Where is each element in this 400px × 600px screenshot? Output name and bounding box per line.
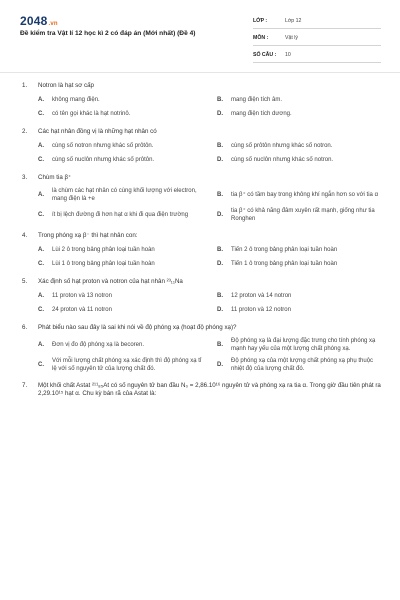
option-letter: D. — [217, 362, 223, 368]
option-text: Độ phóng xạ là đại lượng đặc trưng cho tính phóng xạ mạnh hay yếu của một lượng chất phóng xạ. — [231, 338, 376, 352]
exam-meta — [253, 14, 381, 65]
option-d[interactable] — [217, 207, 382, 223]
option-b[interactable] — [217, 141, 382, 151]
option-letter: D. — [217, 307, 223, 313]
option-b[interactable] — [217, 245, 382, 255]
question-number: 4. — [22, 232, 28, 239]
exam-title: Đề kiểm tra Vật lí 12 học kì 2 có đáp án (Mới nhất) (Đề 4) — [20, 30, 196, 37]
option-text: tia β⁺ có tầm bay trong không khí ngắn hơn so với tia α — [231, 192, 379, 198]
question-5 — [22, 278, 382, 315]
option-c[interactable] — [38, 357, 203, 373]
option-text: không mang điện. — [52, 97, 100, 103]
option-letter: C. — [38, 261, 44, 267]
question-text: Chùm tia β⁺ — [38, 174, 72, 181]
option-text: Tiến 1 ô trong bảng phân loại tuần hoàn — [231, 261, 338, 267]
meta-subject — [253, 31, 381, 46]
option-a[interactable] — [38, 187, 203, 203]
option-letter: A. — [38, 143, 44, 149]
option-letter: D. — [217, 157, 223, 163]
option-letter: A. — [38, 192, 44, 198]
question-1 — [22, 82, 382, 119]
option-a[interactable] — [38, 141, 203, 151]
option-d[interactable] — [217, 155, 382, 165]
option-letter: A. — [38, 247, 44, 253]
logo-suffix: .vn — [48, 21, 58, 27]
question-text: Xác định số hạt proton và notron của hạt nhân ²³₁₁Na — [38, 278, 183, 285]
question-list — [0, 82, 400, 407]
option-d[interactable] — [217, 109, 382, 119]
meta-class — [253, 14, 381, 29]
option-letter: C. — [38, 212, 44, 218]
option-d[interactable] — [217, 259, 382, 269]
option-text: cùng số nuclôn nhưng khác số notron. — [231, 157, 334, 163]
option-letter: B. — [217, 143, 223, 149]
question-text: Phát biểu nào sau đây là sai khi nói về độ phóng xạ (hoạt độ phóng xạ)? — [38, 324, 237, 331]
option-text: 11 proton và 13 notron — [52, 293, 112, 299]
option-text: cùng số nuclôn nhưng khác số prôtôn. — [52, 157, 155, 163]
option-letter: A. — [38, 97, 44, 103]
option-letter: B. — [217, 342, 223, 348]
meta-key: LỚP : — [253, 18, 268, 24]
option-text: Với mỗi lượng chất phóng xạ xác định thì độ phóng xạ tỉ lệ với số nguyên tử của lượng chất đó. — [52, 358, 202, 372]
question-text: Các hạt nhân đồng vị là những hạt nhân có — [38, 128, 157, 135]
option-letter: A. — [38, 293, 44, 299]
option-text: Độ phóng xạ của một lượng chất phóng xạ phụ thuộc nhiệt độ của lượng chất đó. — [231, 358, 374, 372]
option-letter: C. — [38, 362, 44, 368]
option-text: có tên gọi khác là hạt notrinô. — [52, 111, 131, 117]
option-letter: D. — [217, 261, 223, 267]
option-letter: C. — [38, 307, 44, 313]
option-text: cùng số notron nhưng khác số prôtôn. — [52, 143, 154, 149]
option-letter: B. — [217, 97, 223, 103]
option-b[interactable] — [217, 187, 382, 203]
option-c[interactable] — [38, 155, 203, 165]
exam-header — [0, 0, 400, 70]
question-7 — [22, 382, 382, 398]
option-text: Lùi 2 ô trong bảng phân loại tuần hoàn — [52, 247, 155, 253]
logo-text: 2048 — [20, 14, 48, 28]
option-b[interactable] — [217, 95, 382, 105]
option-b[interactable] — [217, 337, 382, 353]
question-text: Trong phóng xạ β⁻ thì hạt nhân con: — [38, 232, 138, 239]
meta-count — [253, 48, 381, 63]
option-text: 24 proton và 11 notron — [52, 307, 112, 313]
option-text: mang điện tích âm. — [231, 97, 283, 103]
option-letter: B. — [217, 293, 223, 299]
meta-value: 10 — [285, 52, 291, 58]
question-3 — [22, 174, 382, 223]
question-number: 5. — [22, 278, 28, 285]
option-c[interactable] — [38, 259, 203, 269]
question-4 — [22, 232, 382, 269]
option-text: mang điện tích dương. — [231, 111, 292, 117]
meta-key: SỐ CÂU : — [253, 52, 277, 58]
option-letter: D. — [217, 111, 223, 117]
option-c[interactable] — [38, 109, 203, 119]
option-letter: B. — [217, 247, 223, 253]
meta-key: MÔN : — [253, 35, 269, 41]
option-letter: C. — [38, 111, 44, 117]
option-text: 11 proton và 12 notron — [231, 307, 291, 313]
option-text: Lùi 1 ô trong bảng phân loại tuần hoàn — [52, 261, 155, 267]
question-number: 6. — [22, 324, 28, 331]
site-logo[interactable] — [20, 14, 58, 28]
option-c[interactable] — [38, 305, 203, 315]
question-text: Notron là hạt sơ cấp — [38, 82, 94, 89]
option-letter: D. — [217, 212, 223, 218]
question-number: 2. — [22, 128, 28, 135]
meta-value: Vật lý — [285, 35, 298, 41]
option-letter: A. — [38, 342, 44, 348]
option-text: 12 proton và 14 notron — [231, 293, 292, 299]
option-a[interactable] — [38, 95, 203, 105]
option-letter: C. — [38, 157, 44, 163]
header-divider — [0, 72, 400, 73]
option-a[interactable] — [38, 245, 203, 255]
option-text: Tiến 2 ô trong bảng phân loại tuần hoàn — [231, 247, 338, 253]
question-text: Một khối chất Astat ²¹¹₈₅At có số nguyên tử ban đầu N₀ = 2,86.10¹⁶ nguyên tử và phóng xạ ra tia α. Trong giờ đầu tiên phát ra 2,29.10¹⁵ hạt α. Chu kỳ bán rã của Astat là: — [38, 382, 381, 397]
question-number: 7. — [22, 382, 28, 389]
question-6 — [22, 324, 382, 373]
option-d[interactable] — [217, 357, 382, 373]
option-text: cùng số prôtôn nhưng khác số notron. — [231, 143, 333, 149]
option-d[interactable] — [217, 305, 382, 315]
question-number: 3. — [22, 174, 28, 181]
option-c[interactable] — [38, 207, 203, 223]
option-a[interactable] — [38, 291, 203, 301]
meta-value: Lớp 12 — [285, 18, 302, 24]
option-text: là chùm các hạt nhân có cùng khối lượng với electron, mang điện là +e — [52, 188, 197, 202]
option-b[interactable] — [217, 291, 382, 301]
option-text: Đơn vị đo độ phóng xạ là becoren. — [52, 342, 144, 348]
option-letter: B. — [217, 192, 223, 198]
option-text: ít bị lệch đường đi hơn hạt α khi đi qua điện trường — [52, 212, 189, 218]
question-2 — [22, 128, 382, 165]
option-text: tia β⁺ có khả năng đâm xuyên rất mạnh, giống như tia Ronghen — [231, 208, 375, 222]
option-a[interactable] — [38, 337, 203, 353]
question-number: 1. — [22, 82, 28, 89]
